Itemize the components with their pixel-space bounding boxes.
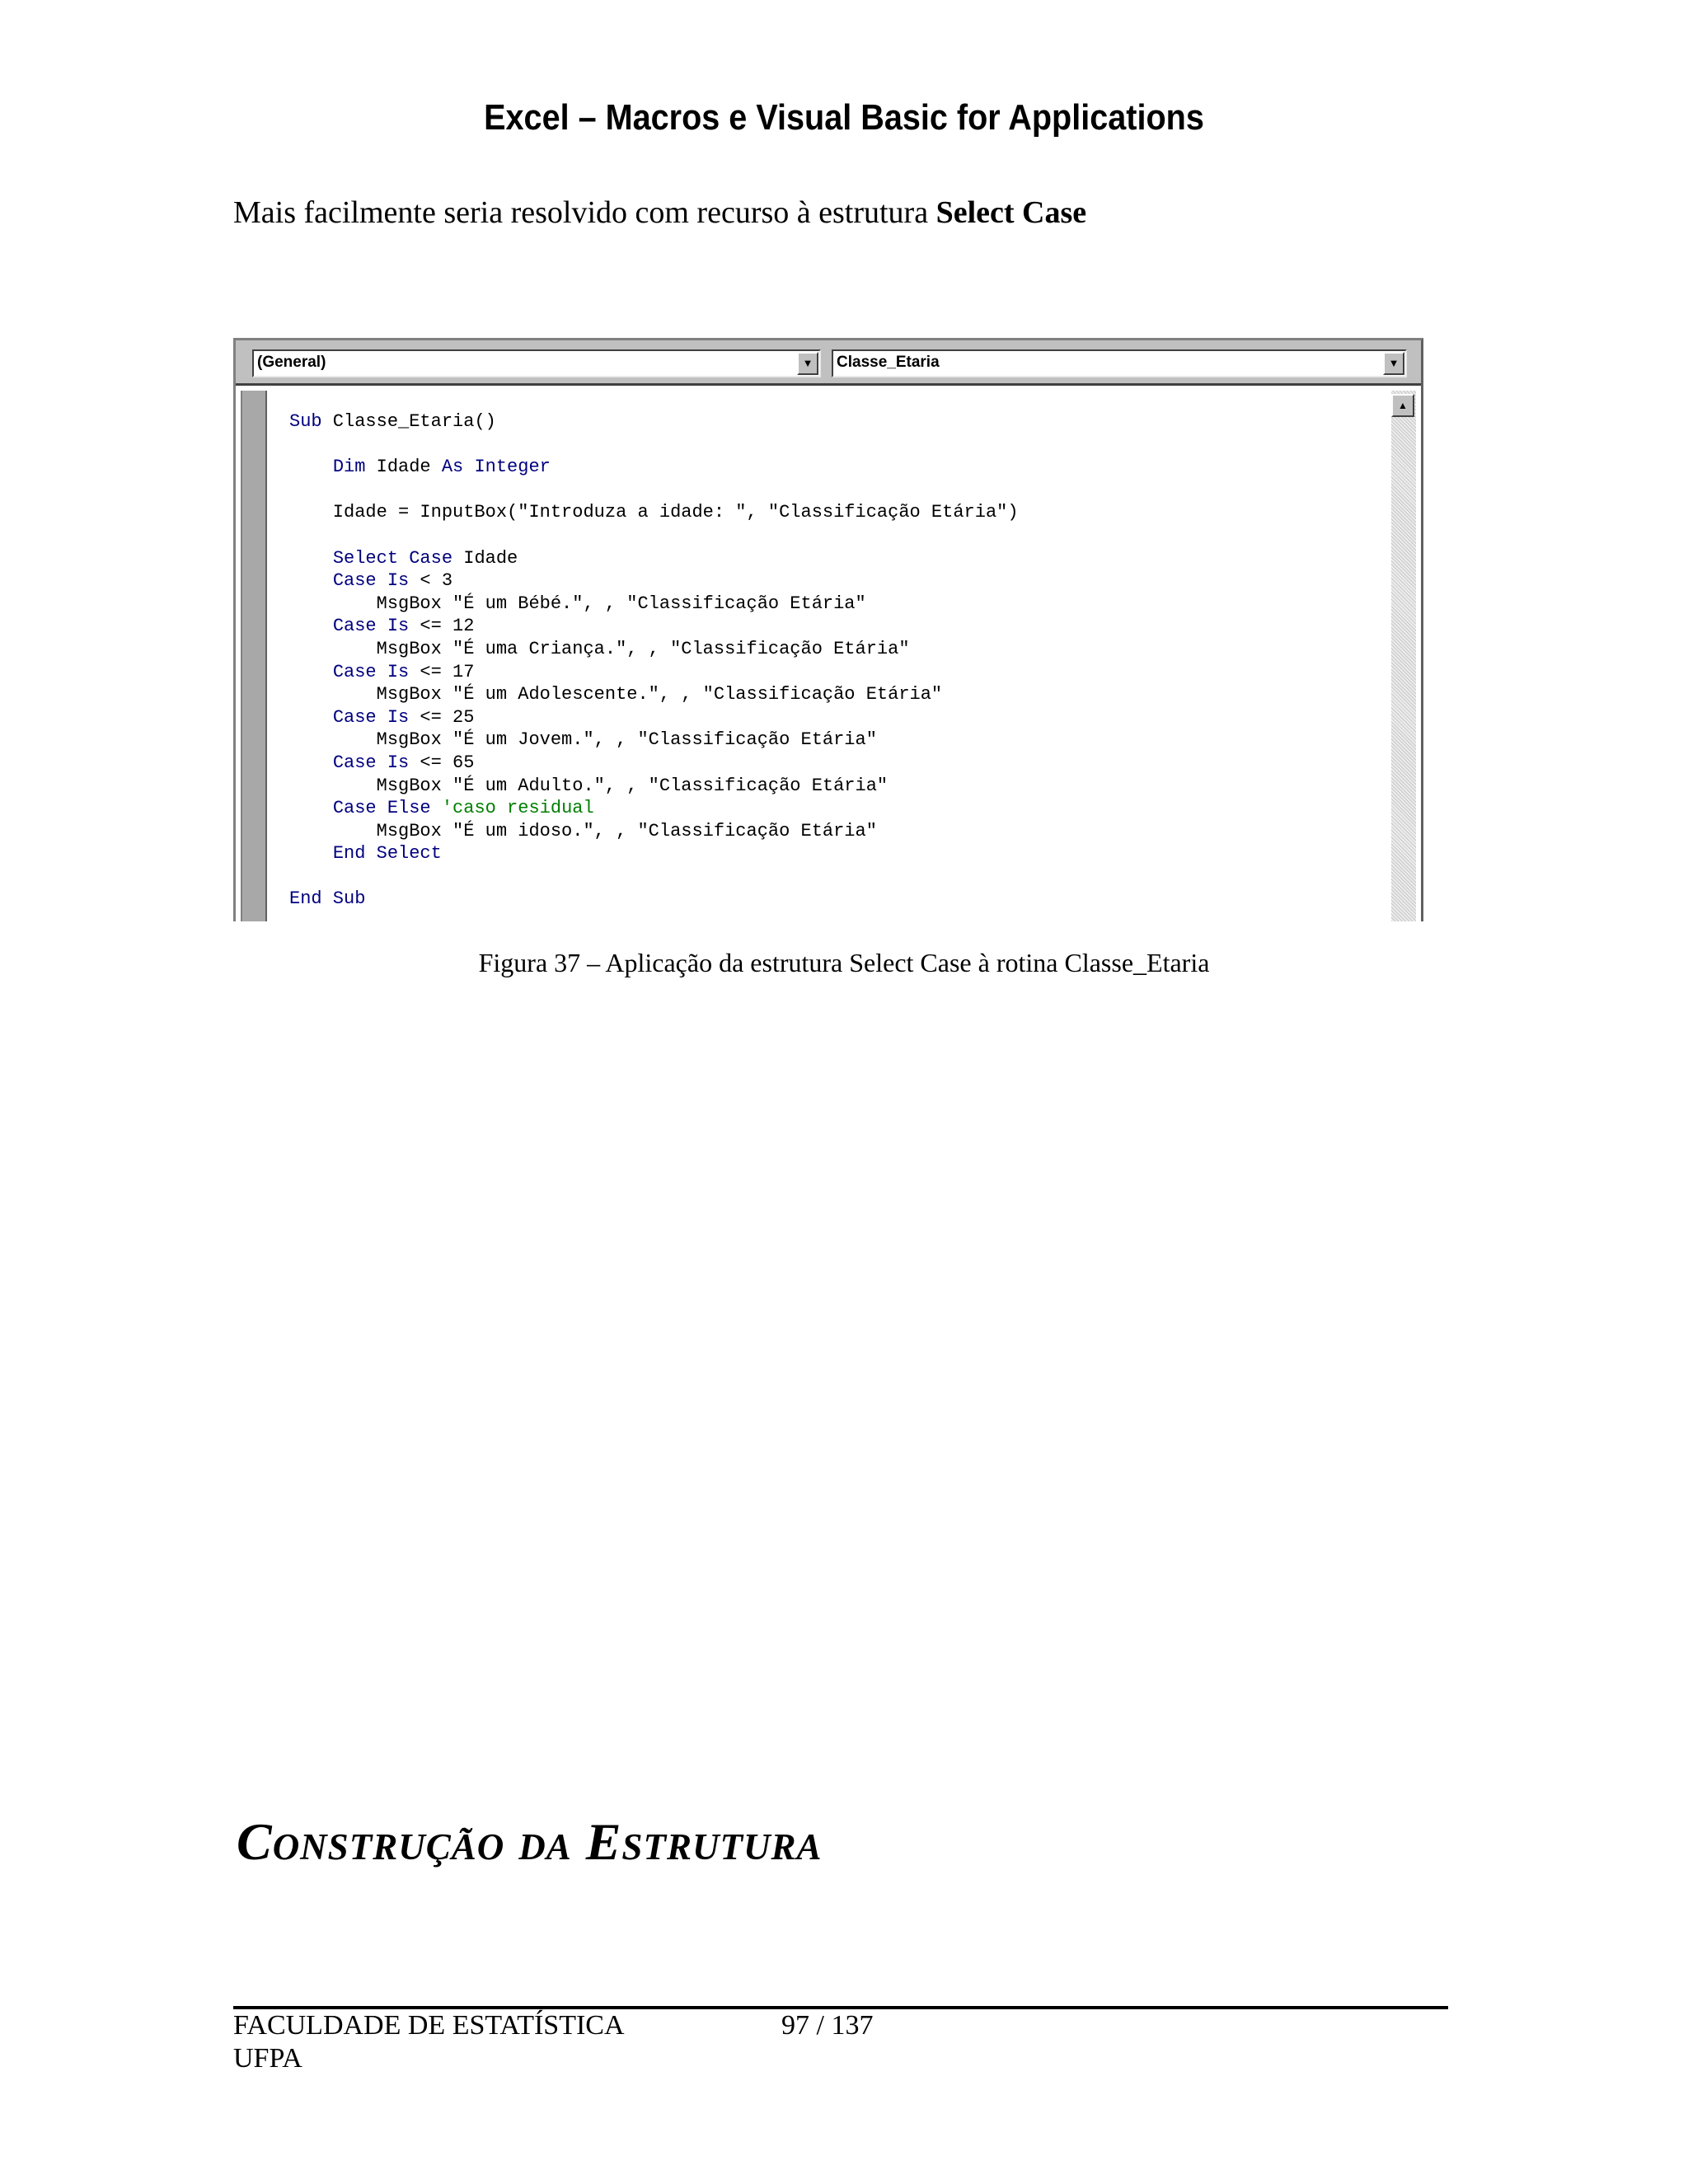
- code-token: MsgBox "É uma Criança.", , "Classificação Etária": [289, 638, 910, 659]
- code-token: <= 65: [409, 752, 475, 773]
- procedure-combo[interactable]: [832, 349, 1407, 377]
- procedure-combo-value: Classe_Etaria: [837, 354, 940, 371]
- margin-indicator-bar[interactable]: [241, 391, 267, 921]
- footer-faculty: FACULDADE DE ESTATÍSTICA: [233, 2010, 625, 2041]
- code-token: [289, 798, 333, 818]
- intro-bold-keyword: Select Case: [935, 195, 1087, 230]
- code-line: [289, 842, 1380, 865]
- code-keyword: Case Is: [332, 661, 410, 682]
- code-keyword: Integer: [474, 457, 551, 478]
- code-token: MsgBox "É um Adulto.", , "Classificação Etária": [289, 775, 889, 796]
- code-token: MsgBox "É um Bébé.", , "Classificação Etária": [289, 593, 866, 614]
- code-token: MsgBox "É um Jovem.", , "Classificação Etária": [289, 729, 877, 751]
- code-token: < 3: [409, 570, 453, 592]
- scroll-up-icon[interactable]: ▲: [1391, 394, 1414, 417]
- code-line: [289, 729, 1380, 752]
- code-line: [289, 456, 1380, 479]
- code-token: [463, 457, 474, 477]
- code-token: [289, 548, 333, 569]
- object-combo-value: (General): [257, 354, 326, 371]
- code-token: MsgBox "É um Adolescente.", , "Classificação Etária": [289, 684, 943, 705]
- footer-university: UFPA: [233, 2043, 302, 2074]
- page-number: 97 / 137: [781, 2010, 874, 2041]
- code-line: [289, 479, 1380, 502]
- chevron-down-icon[interactable]: ▼: [797, 352, 818, 375]
- code-token: Idade: [452, 547, 518, 569]
- code-line: [289, 524, 1380, 547]
- code-line: [289, 706, 1380, 729]
- code-line: [289, 434, 1380, 457]
- code-token: Idade = InputBox("Introduza a idade: ", "Classificação Etária"): [289, 502, 1019, 523]
- code-keyword: Case Is: [332, 752, 410, 773]
- code-token: [431, 798, 442, 818]
- intro-paragraph: [233, 194, 1086, 231]
- code-keyword: Case Is: [332, 706, 410, 728]
- code-keyword: Case Is: [332, 616, 410, 637]
- code-line: [289, 683, 1380, 706]
- code-token: <= 17: [409, 661, 475, 682]
- code-token: <= 12: [409, 616, 475, 637]
- code-keyword: Dim: [332, 457, 366, 478]
- code-token: MsgBox "É um idoso.", , "Classificação Etária": [289, 820, 877, 841]
- code-keyword: As: [441, 457, 464, 478]
- section-heading: Construção da Estrutura: [237, 1812, 823, 1871]
- code-keyword: Case Else: [332, 798, 431, 819]
- chevron-down-icon[interactable]: ▼: [1383, 352, 1404, 375]
- code-line: [289, 752, 1380, 775]
- code-token: [289, 570, 333, 591]
- code-token: [289, 843, 333, 864]
- code-line: [289, 547, 1380, 570]
- code-token: [289, 752, 333, 773]
- code-line: [289, 865, 1380, 888]
- code-line: [289, 410, 1380, 434]
- code-line: [289, 615, 1380, 638]
- code-keyword: End Select: [332, 843, 442, 865]
- code-keyword: Select Case: [332, 547, 453, 569]
- code-token: [289, 662, 333, 682]
- code-keyword: Sub: [289, 411, 322, 432]
- page-header-title: Excel – Macros e Visual Basic for Applications: [484, 97, 1204, 138]
- code-line: [289, 797, 1380, 820]
- figure-caption: Figura 37 – Aplicação da estrutura Select Case à rotina Classe_Etaria: [478, 948, 1210, 977]
- vertical-scrollbar[interactable]: [1391, 391, 1416, 921]
- code-keyword: End Sub: [289, 888, 366, 910]
- intro-text: Mais facilmente seria resolvido com recurso à estrutura: [233, 195, 936, 230]
- code-token: Idade: [365, 457, 442, 478]
- code-line: [289, 501, 1380, 524]
- code-line: [289, 820, 1380, 843]
- footer-institution: [233, 2009, 625, 2075]
- code-pane[interactable]: [236, 383, 1421, 921]
- code-token: [289, 707, 333, 728]
- code-keyword: Case Is: [332, 570, 410, 592]
- code-text[interactable]: [289, 410, 1380, 911]
- code-token: Classe_Etaria(): [321, 411, 496, 432]
- code-token: <= 25: [409, 706, 475, 728]
- code-line: [289, 638, 1380, 661]
- code-token: [289, 457, 333, 477]
- code-comment: 'caso residual: [441, 798, 594, 819]
- code-line: [289, 593, 1380, 616]
- code-line: [289, 661, 1380, 684]
- code-line: [289, 888, 1380, 911]
- vba-code-window: [233, 338, 1423, 921]
- code-token: [289, 616, 333, 636]
- code-line: [289, 569, 1380, 593]
- object-combo[interactable]: [252, 349, 821, 377]
- code-line: [289, 775, 1380, 798]
